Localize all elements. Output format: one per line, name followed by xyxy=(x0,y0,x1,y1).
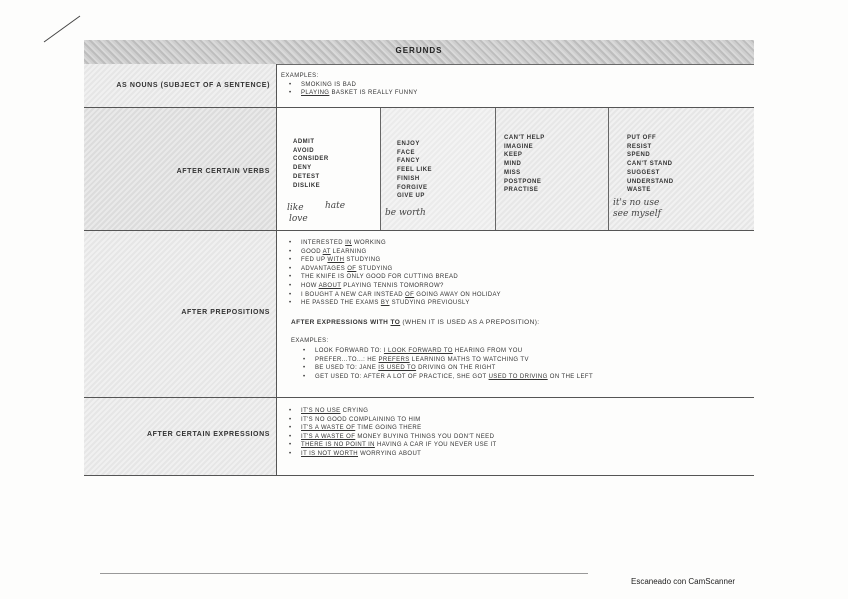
verb-item: WASTE xyxy=(627,187,651,194)
list-item: • GOOD AT LEARNING xyxy=(287,248,501,257)
to-expressions-heading: AFTER EXPRESSIONS WITH TO (WHEN IT IS USED AS A PREPOSITION): xyxy=(291,319,540,326)
verb-list xyxy=(504,134,545,195)
table-title: GERUNDS xyxy=(395,46,443,55)
row-prepositions xyxy=(84,231,754,398)
handwritten-note: be worth xyxy=(385,208,426,218)
gerunds-table xyxy=(84,40,754,476)
list-item: • GET USED TO: AFTER A LOT OF PRACTICE, SHE GOT USED TO DRIVING ON THE LEFT xyxy=(301,373,593,382)
row-label-cell xyxy=(84,108,277,230)
row-content xyxy=(277,108,754,230)
list-item: • PREFER...TO...: HE PREFERS LEARNING MATHS TO WATCHING TV xyxy=(301,356,593,365)
list-item: • SMOKING IS BAD xyxy=(287,81,418,90)
verb-item: SUGGEST xyxy=(627,169,660,176)
row-expressions xyxy=(84,398,754,476)
verb-list xyxy=(397,140,432,201)
row-content xyxy=(277,64,754,107)
list-item: • I BOUGHT A NEW CAR INSTEAD OF GOING AWAY ON HOLIDAY xyxy=(287,291,501,300)
verb-item: MISS xyxy=(504,169,521,176)
verb-item: ENJOY xyxy=(397,141,420,147)
verb-item: CAN'T HELP xyxy=(504,135,545,141)
handwritten-note: see myself xyxy=(613,209,661,219)
row-label-cell xyxy=(84,231,277,397)
row-label: AFTER CERTAIN VERBS xyxy=(176,168,270,175)
verb-item: FINISH xyxy=(397,175,420,182)
verb-item: KEEP xyxy=(504,152,523,159)
verb-item: DISLIKE xyxy=(293,182,321,189)
list-item: • BE USED TO: JANE IS USED TO DRIVING ON THE RIGHT xyxy=(301,364,593,373)
row-label-cell xyxy=(84,398,277,475)
divider xyxy=(100,573,588,574)
row-content xyxy=(277,231,754,397)
verb-item: DENY xyxy=(293,165,312,172)
list-item: • IT'S NO GOOD COMPLAINING TO HIM xyxy=(287,416,497,425)
verb-column-2 xyxy=(381,108,496,230)
examples-label: EXAMPLES: xyxy=(281,73,319,79)
verb-list xyxy=(293,138,329,190)
list-item: • THE KNIFE IS ONLY GOOD FOR CUTTING BREAD xyxy=(287,273,501,282)
list-item: • PLAYING BASKET IS REALLY FUNNY xyxy=(287,89,418,98)
row-content xyxy=(277,398,754,475)
verb-item: FEEL LIKE xyxy=(397,167,433,174)
handwritten-note: hate xyxy=(325,201,346,211)
scanner-watermark: Escaneado con CamScanner xyxy=(631,577,736,586)
handwritten-note: it's no use xyxy=(613,198,660,208)
verb-item: POSTPONE xyxy=(504,178,542,185)
verb-item: FACE xyxy=(397,149,416,156)
list-item: • FED UP WITH STUDYING xyxy=(287,256,501,265)
title-bar xyxy=(84,40,754,65)
list-item: • INTERESTED IN WORKING xyxy=(287,239,501,248)
verb-item: MIND xyxy=(504,161,522,168)
verb-item: DETEST xyxy=(293,173,320,180)
verb-item: AVOID xyxy=(293,147,315,154)
verb-item: UNDERSTAND xyxy=(627,178,674,185)
list-item: • THERE IS NO POINT IN HAVING A CAR IF YOU NEVER USE IT xyxy=(287,441,497,450)
examples-label: EXAMPLES: xyxy=(291,338,329,344)
list-item: • IT'S A WASTE OF MONEY BUYING THINGS YOU DON'T NEED xyxy=(287,433,497,442)
row-nouns xyxy=(84,64,754,108)
verb-item: CAN'T STAND xyxy=(627,161,673,168)
verb-column-3 xyxy=(496,108,609,230)
list-item: • LOOK FORWARD TO: I LOOK FORWARD TO HEARING FROM YOU xyxy=(301,347,593,356)
row-verbs xyxy=(84,108,754,231)
verb-item: FANCY xyxy=(397,158,420,165)
verb-item: PRACTISE xyxy=(504,187,539,194)
verb-item: IMAGINE xyxy=(504,143,534,150)
verb-item: PUT OFF xyxy=(627,135,657,141)
verb-item: GIVE UP xyxy=(397,193,425,200)
handwritten-note: love xyxy=(289,214,308,224)
verb-item: FORGIVE xyxy=(397,184,428,191)
row-label: AFTER PREPOSITIONS xyxy=(181,309,270,316)
verb-item: CONSIDER xyxy=(293,156,329,163)
pen-stroke-mark xyxy=(42,14,82,44)
verb-list xyxy=(627,134,674,195)
verb-item: SPEND xyxy=(627,152,651,159)
list-item: • HOW ABOUT PLAYING TENNIS TOMORROW? xyxy=(287,282,501,291)
row-label-cell xyxy=(84,64,277,107)
verb-column-1 xyxy=(277,108,381,230)
list-item: • IT IS NOT WORTH WORRYING ABOUT xyxy=(287,450,497,459)
verb-item: ADMIT xyxy=(293,139,315,145)
list-item: • IT'S NO USE CRYING xyxy=(287,407,497,416)
to-examples-list xyxy=(301,347,593,381)
list-item: • IT'S A WASTE OF TIME GOING THERE xyxy=(287,424,497,433)
row-label: AS NOUNS (SUBJECT OF A SENTENCE) xyxy=(116,82,270,89)
verb-column-4 xyxy=(609,108,754,230)
preposition-list xyxy=(287,239,501,308)
list-item: • HE PASSED THE EXAMS BY STUDYING PREVIOUSLY xyxy=(287,299,501,308)
examples-list xyxy=(287,81,418,98)
row-label: AFTER CERTAIN EXPRESSIONS xyxy=(147,431,270,438)
list-item: • ADVANTAGES OF STUDYING xyxy=(287,265,501,274)
expression-list xyxy=(287,407,497,459)
handwritten-note: like xyxy=(287,203,304,213)
verb-item: RESIST xyxy=(627,143,652,150)
